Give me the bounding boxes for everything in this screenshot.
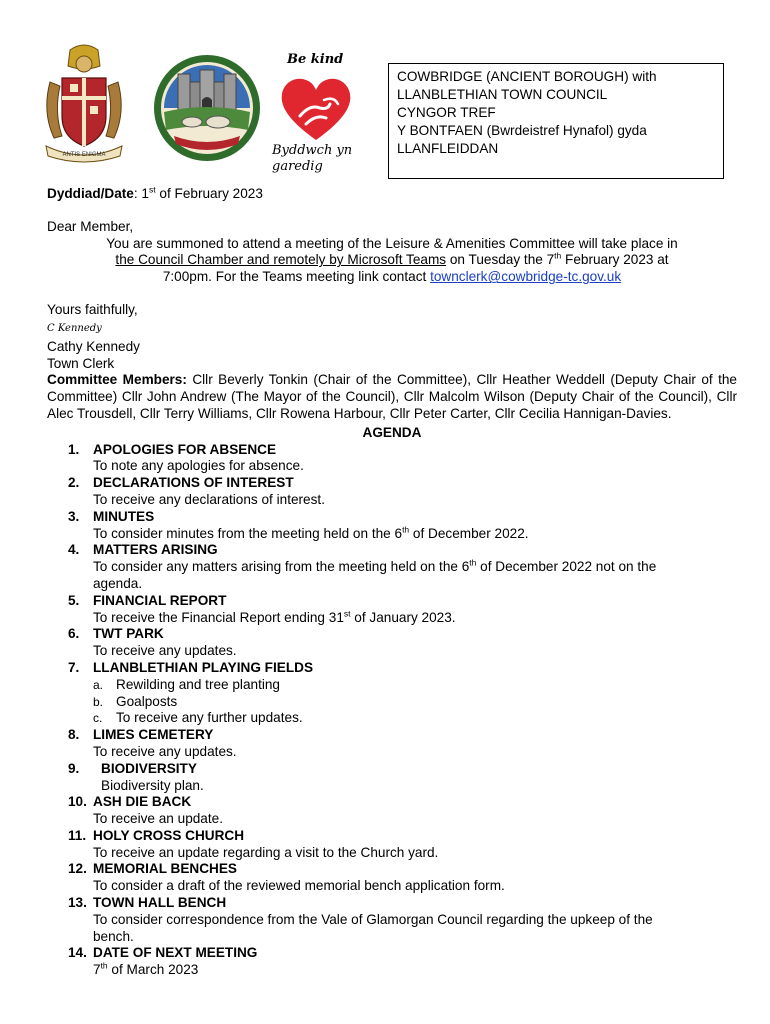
clerk-title: Town Clerk (47, 355, 115, 371)
date-line: Dyddiad/Date: 1st of February 2023 (47, 184, 263, 201)
committee-label: Committee Members: (47, 372, 187, 388)
clerk-name: Cathy Kennedy (47, 338, 140, 354)
agenda-item-14: 14. DATE OF NEXT MEETING 7th of March 2023 (68, 945, 258, 978)
agenda-subitem-7a: a. Rewilding and tree planting (93, 676, 280, 692)
agenda-item-3: 3. MINUTES To consider minutes from the meeting held on the 6th of December 2022. (68, 508, 529, 541)
agenda-subitem-7c: c. To receive any further updates. (93, 710, 303, 726)
salutation: Dear Member, (47, 218, 134, 234)
letter-body (47, 186, 737, 979)
summons-line-3: 7:00pm. For the Teams meeting link contact townclerk@cowbridge-tc.gov.uk (162, 269, 622, 285)
byddwch-text: Byddwch yn garedig (272, 143, 353, 174)
crest-motto: ANTIS ENIGMA (62, 152, 106, 158)
agenda-item-9: 9. BIODIVERSITY Biodiversity plan. (68, 760, 204, 793)
council-line-3: CYNGOR TREF (397, 105, 496, 120)
agenda-subitem-7b: b. Goalposts (93, 693, 178, 709)
summons-line-2: the Council Chamber and remotely by Microsoft Teams on Tuesday the 7th February 2023 at (115, 250, 669, 268)
committee-members: Committee Members: Cllr Beverly Tonkin (Chair of the Committee), Cllr Heather Weddell (Deputy Chair of the Committee) Cllr John Andrew (The Mayor of the Council), Cllr Malcolm Wilson (Deputy Chair of the Council), Cllr Alec Trousdell, Cllr Terry Williams, Cllr Rowena Harbour, Cllr Peter Carter, Cllr Cecilia Hannigan-Davies. (47, 372, 737, 421)
agenda-title: AGENDA (362, 424, 422, 440)
heart-hands-icon (278, 74, 354, 144)
agenda-item-2: 2. DECLARATIONS OF INTEREST To receive any declarations of interest. (68, 475, 325, 507)
summons-line-1: You are summoned to attend a meeting of the Leisure & Amenities Committee will take place in (106, 235, 678, 251)
council-name-box (388, 63, 724, 179)
be-kind-text: Be kind (287, 52, 344, 67)
agenda-item-11: 11. HOLY CROSS CHURCH To receive an update regarding a visit to the Church yard. (68, 827, 439, 860)
agenda-item-5: 5. FINANCIAL REPORT To receive the Financial Report ending 31st of January 2023. (68, 592, 456, 625)
council-line-5: LLANFLEIDDAN (397, 141, 499, 156)
agenda-item-12: 12. MEMORIAL BENCHES To consider a draft of the reviewed memorial bench application form. (68, 861, 505, 894)
agenda-item-8: 8. LIMES CEMETERY To receive any updates. (68, 727, 237, 759)
borough-crest-logo (40, 42, 128, 164)
agenda-item-7: 7. LLANBLETHIAN PLAYING FIELDS a. Rewilding and tree planting b. Goalposts c. To receive any further updates. (47, 660, 737, 727)
agenda-item-10: 10. ASH DIE BACK To receive an update. (68, 794, 223, 827)
town-council-castle-logo (152, 52, 262, 164)
agenda-item-1: 1. APOLOGIES FOR ABSENCE To note any apologies for absence. (68, 441, 304, 474)
yours-faithfully: Yours faithfully, (47, 301, 138, 317)
council-line-4: Y BONTFAEN (Bwrdeistref Hynafol) gyda (397, 123, 647, 138)
date-label: Dyddiad/Date (47, 186, 134, 201)
agenda-list (47, 442, 737, 980)
agenda-item-4: 4. MATTERS ARISING To consider any matters arising from the meeting held on the 6th of December 2022 not on the agenda. (68, 542, 657, 591)
council-line-2: LLANBLETHIAN TOWN COUNCIL (397, 87, 608, 102)
clerk-signature: C Kennedy (47, 322, 102, 334)
agenda-item-13: 13. TOWN HALL BENCH To consider correspondence from the Vale of Glamorgan Council regarding the upkeep of the bench. (68, 895, 653, 944)
agenda-item-6: 6. TWT PARK To receive any updates. (68, 626, 237, 659)
council-line-1: COWBRIDGE (ANCIENT BOROUGH) with (397, 69, 657, 84)
clerk-email-link[interactable]: townclerk@cowbridge-tc.gov.uk (430, 269, 622, 285)
